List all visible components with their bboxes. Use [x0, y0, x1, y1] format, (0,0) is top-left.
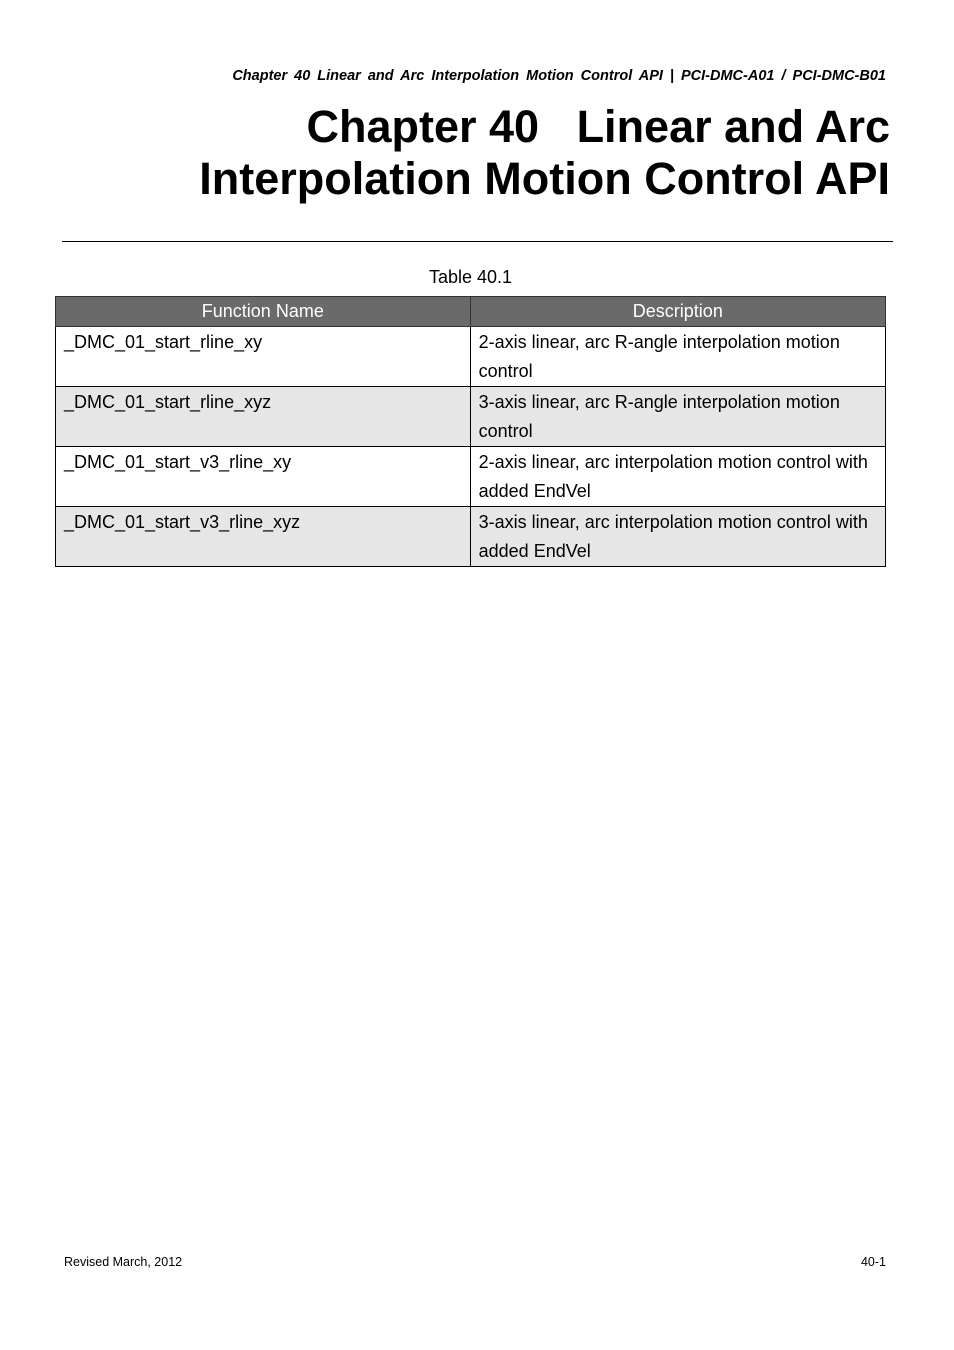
description-cell: 3-axis linear, arc interpolation motion control with added EndVel [470, 507, 885, 567]
table-row [56, 507, 886, 567]
function-name-cell: _DMC_01_start_v3_rline_xyz [56, 507, 471, 567]
column-header-function-name: Function Name [56, 297, 471, 327]
description-cell: 3-axis linear, arc R-angle interpolation motion control [470, 387, 885, 447]
description-cell: 2-axis linear, arc R-angle interpolation motion control [470, 327, 885, 387]
table-row [56, 447, 886, 507]
chapter-title-line-1: Chapter 40 Linear and Arc [306, 101, 890, 152]
description-cell: 2-axis linear, arc interpolation motion control with added EndVel [470, 447, 885, 507]
function-table [55, 296, 886, 567]
table-row [56, 327, 886, 387]
function-name-cell: _DMC_01_start_rline_xyz [56, 387, 471, 447]
chapter-title-line-2: Interpolation Motion Control API [199, 153, 890, 204]
footer-page-number: 40-1 [860, 1255, 886, 1269]
function-name-cell: _DMC_01_start_v3_rline_xy [56, 447, 471, 507]
footer-revision: Revised March, 2012 [64, 1255, 183, 1269]
table-caption: Table 40.1 [428, 267, 513, 287]
table-row [56, 387, 886, 447]
running-header: Chapter 40 Linear and Arc Interpolation Motion Control API | PCI-DMC-A01 / PCI-DMC-B01 [232, 68, 886, 84]
table-header-row [56, 297, 886, 327]
chapter-title [199, 101, 890, 205]
function-name-cell: _DMC_01_start_rline_xy [56, 327, 471, 387]
column-header-description: Description [470, 297, 885, 327]
title-divider [62, 241, 893, 242]
